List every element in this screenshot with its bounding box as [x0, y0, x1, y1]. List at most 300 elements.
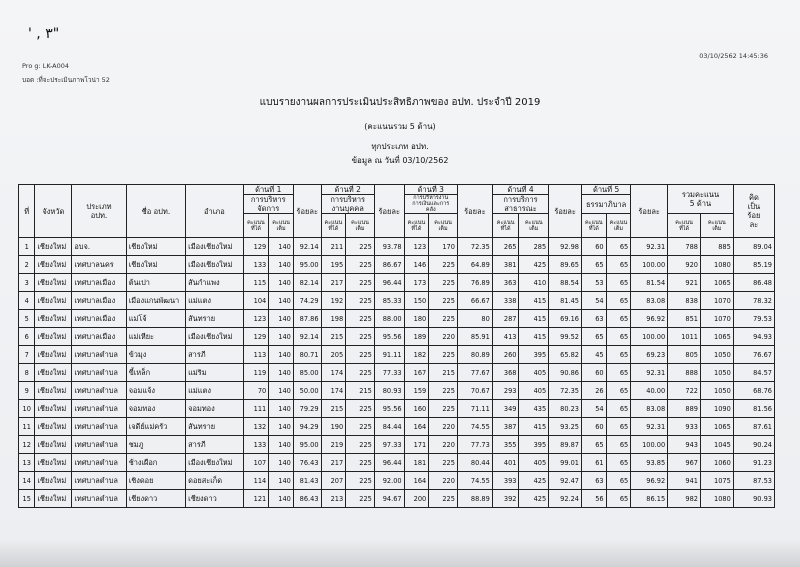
cell-a4: 413: [492, 328, 519, 346]
cell-name: ชมภู: [126, 436, 185, 454]
cell-province: เชียงใหม่: [35, 292, 72, 310]
a1-full-header: คะแนน เต็ม: [269, 214, 294, 238]
cell-a1: 133: [243, 256, 269, 274]
cell-p4: 80.23: [549, 400, 582, 418]
cell-f5: 65: [606, 310, 631, 328]
cell-f1: 140: [269, 238, 294, 256]
cell-f5: 65: [606, 436, 631, 454]
cell-p3: 76.89: [457, 274, 492, 292]
cell-a5: 26: [582, 382, 607, 400]
cell-name: ขี้เหล็ก: [126, 364, 185, 382]
cell-f1: 140: [269, 256, 294, 274]
cell-a4: 265: [492, 238, 519, 256]
cell-no: 15: [19, 490, 35, 508]
cell-no: 14: [19, 472, 35, 490]
cell-a1: 113: [243, 346, 269, 364]
cell-f5: 65: [606, 346, 631, 364]
cell-f2: 225: [346, 238, 375, 256]
cell-pct: 90.24: [733, 436, 774, 454]
cell-name: เชียงใหม่: [126, 256, 185, 274]
col-org-name: ชื่อ อปท.: [126, 185, 185, 238]
cell-a1: 70: [243, 382, 269, 400]
cell-a1: 129: [243, 238, 269, 256]
cell-province: เชียงใหม่: [35, 400, 72, 418]
cell-f5: 65: [606, 400, 631, 418]
col-district: อำเภอ: [186, 185, 243, 238]
cell-a4: 387: [492, 418, 519, 436]
a5-full-header: คะแนน เต็ม: [606, 214, 631, 238]
cell-p2: 86.67: [374, 256, 404, 274]
cell-f1: 140: [269, 436, 294, 454]
cell-a4: 363: [492, 274, 519, 292]
cell-a3: 123: [404, 238, 429, 256]
cell-a1: 107: [243, 454, 269, 472]
cell-a1: 104: [243, 292, 269, 310]
cell-f2: 225: [346, 364, 375, 382]
cell-f3: 225: [429, 310, 458, 328]
cell-p5: 81.54: [631, 274, 668, 292]
cell-pct: 89.04: [733, 238, 774, 256]
program-code: Pro g: LK-A004: [22, 62, 70, 70]
cell-type: เทศบาลนคร: [72, 256, 126, 274]
cell-f4: 405: [519, 382, 549, 400]
aspect2-name: การบริหาร งานบุคคล: [321, 195, 374, 214]
cell-f5: 65: [606, 454, 631, 472]
cell-f5: 65: [606, 418, 631, 436]
cell-f2: 225: [346, 256, 375, 274]
cell-f1: 140: [269, 400, 294, 418]
cell-no: 2: [19, 256, 35, 274]
cell-p1: 95.00: [293, 436, 321, 454]
cell-p3: 74.55: [457, 418, 492, 436]
cell-f4: 435: [519, 400, 549, 418]
cell-tot: 933: [668, 418, 701, 436]
cell-p2: 77.33: [374, 364, 404, 382]
table-row: [19, 400, 775, 418]
cell-pct: 94.93: [733, 328, 774, 346]
cell-p2: 94.67: [374, 490, 404, 508]
cell-f2: 225: [346, 400, 375, 418]
cell-district: แม่ริม: [186, 364, 243, 382]
cell-a3: 180: [404, 310, 429, 328]
cell-type: เทศบาลตำบล: [72, 400, 126, 418]
cell-province: เชียงใหม่: [35, 310, 72, 328]
cell-p5: 96.92: [631, 472, 668, 490]
cell-province: เชียงใหม่: [35, 346, 72, 364]
cell-p2: 96.44: [374, 274, 404, 292]
aspect3-name: การบริหารงาน การเงินและการ คลัง: [404, 195, 457, 214]
cell-no: 7: [19, 346, 35, 364]
cell-pct: 84.57: [733, 364, 774, 382]
score-table-body: [19, 238, 775, 508]
cell-p5: 100.00: [631, 436, 668, 454]
cell-p3: 80.44: [457, 454, 492, 472]
cell-a2: 192: [321, 292, 346, 310]
cell-no: 11: [19, 418, 35, 436]
cell-f3: 225: [429, 382, 458, 400]
cell-name: จอมแจ้ง: [126, 382, 185, 400]
cell-f2: 225: [346, 472, 375, 490]
cell-a4: 381: [492, 256, 519, 274]
cell-province: เชียงใหม่: [35, 490, 72, 508]
score-table: [18, 184, 775, 508]
cell-p2: 85.33: [374, 292, 404, 310]
cell-f4: 405: [519, 454, 549, 472]
cell-p5: 40.00: [631, 382, 668, 400]
cell-f1: 140: [269, 346, 294, 364]
cell-p3: 70.67: [457, 382, 492, 400]
cell-full: 1060: [700, 454, 733, 472]
cell-no: 1: [19, 238, 35, 256]
cell-a3: 160: [404, 400, 429, 418]
aspect3-percent-header: ร้อยละ: [457, 185, 492, 238]
cell-tot: 889: [668, 400, 701, 418]
cell-p1: 80.71: [293, 346, 321, 364]
cell-type: เทศบาลตำบล: [72, 436, 126, 454]
cell-a4: 401: [492, 454, 519, 472]
cell-a1: 129: [243, 328, 269, 346]
cell-a2: 174: [321, 382, 346, 400]
cell-type: เทศบาลตำบล: [72, 454, 126, 472]
cell-district: สันทราย: [186, 310, 243, 328]
cell-a1: 133: [243, 436, 269, 454]
cell-f3: 225: [429, 346, 458, 364]
cell-province: เชียงใหม่: [35, 238, 72, 256]
cell-f5: 65: [606, 292, 631, 310]
cell-f5: 65: [606, 490, 631, 508]
cell-p5: 100.00: [631, 328, 668, 346]
corner-mark: ' , ٣": [28, 26, 60, 42]
cell-f1: 140: [269, 292, 294, 310]
col-province: จังหวัด: [35, 185, 72, 238]
cell-p2: 95.56: [374, 328, 404, 346]
cell-pct: 85.19: [733, 256, 774, 274]
cell-type: เทศบาลตำบล: [72, 346, 126, 364]
cell-f5: 65: [606, 364, 631, 382]
cell-p4: 92.47: [549, 472, 582, 490]
cell-f2: 225: [346, 418, 375, 436]
cell-p1: 94.29: [293, 418, 321, 436]
cell-pct: 78.32: [733, 292, 774, 310]
a3-got-header: คะแนน ที่ได้: [404, 214, 429, 238]
cell-f4: 395: [519, 346, 549, 364]
aspect5-header: ด้านที่ 5: [582, 185, 631, 195]
cell-full: 1070: [700, 310, 733, 328]
cell-pct: 68.76: [733, 382, 774, 400]
cell-f1: 140: [269, 310, 294, 328]
cell-full: 1065: [700, 418, 733, 436]
cell-a1: 121: [243, 490, 269, 508]
cell-f4: 395: [519, 436, 549, 454]
aspect1-name: การบริหาร จัดการ: [243, 195, 293, 214]
cell-a2: 174: [321, 364, 346, 382]
cell-full: 1050: [700, 346, 733, 364]
cell-type: เทศบาลเมือง: [72, 310, 126, 328]
aspect4-header: ด้านที่ 4: [492, 185, 548, 195]
cell-f3: 220: [429, 436, 458, 454]
cell-tot: 851: [668, 310, 701, 328]
cell-p3: 88.89: [457, 490, 492, 508]
cell-tot: 982: [668, 490, 701, 508]
cell-type: อบจ.: [72, 238, 126, 256]
cell-a5: 65: [582, 328, 607, 346]
cell-a2: 190: [321, 418, 346, 436]
cell-full: 1075: [700, 472, 733, 490]
cell-f2: 225: [346, 274, 375, 292]
cell-p5: 69.23: [631, 346, 668, 364]
a5-got-header: คะแนน ที่ได้: [582, 214, 607, 238]
cell-p1: 50.00: [293, 382, 321, 400]
cell-a3: 159: [404, 382, 429, 400]
cell-p4: 90.86: [549, 364, 582, 382]
cell-type: เทศบาลตำบล: [72, 364, 126, 382]
cell-no: 4: [19, 292, 35, 310]
cell-p3: 77.67: [457, 364, 492, 382]
cell-p1: 87.86: [293, 310, 321, 328]
cell-type: เทศบาลตำบล: [72, 490, 126, 508]
cell-a3: 173: [404, 274, 429, 292]
cell-p2: 91.11: [374, 346, 404, 364]
cell-p1: 82.14: [293, 274, 321, 292]
cell-a4: 287: [492, 310, 519, 328]
cell-p2: 93.78: [374, 238, 404, 256]
cell-a3: 164: [404, 418, 429, 436]
cell-name: แม่เหียะ: [126, 328, 185, 346]
total-full-header: คะแนน เต็ม: [700, 214, 733, 238]
cell-a5: 63: [582, 310, 607, 328]
cell-f2: 215: [346, 382, 375, 400]
total-got-header: คะแนน ที่ได้: [668, 214, 701, 238]
cell-full: 1070: [700, 292, 733, 310]
cell-f4: 425: [519, 490, 549, 508]
cell-f3: 220: [429, 418, 458, 436]
cell-tot: 805: [668, 346, 701, 364]
cell-province: เชียงใหม่: [35, 256, 72, 274]
cell-p5: 92.31: [631, 364, 668, 382]
cell-province: เชียงใหม่: [35, 472, 72, 490]
cell-a4: 368: [492, 364, 519, 382]
cell-a5: 54: [582, 292, 607, 310]
cell-full: 1050: [700, 364, 733, 382]
cell-a1: 114: [243, 472, 269, 490]
cell-province: เชียงใหม่: [35, 454, 72, 472]
cell-f2: 225: [346, 310, 375, 328]
org-type-line: ทุกประเภท อปท.: [371, 142, 429, 151]
cell-f4: 425: [519, 472, 549, 490]
cell-district: เมืองเชียงใหม่: [186, 256, 243, 274]
cell-a4: 393: [492, 472, 519, 490]
cell-p3: 80: [457, 310, 492, 328]
cell-a1: 119: [243, 364, 269, 382]
cell-no: 6: [19, 328, 35, 346]
table-row: [19, 274, 775, 292]
cell-p4: 89.65: [549, 256, 582, 274]
cell-f1: 140: [269, 328, 294, 346]
cell-p2: 92.00: [374, 472, 404, 490]
cell-f4: 410: [519, 274, 549, 292]
cell-no: 13: [19, 454, 35, 472]
a1-got-header: คะแนน ที่ได้: [243, 214, 269, 238]
cell-p1: 74.29: [293, 292, 321, 310]
table-row: [19, 472, 775, 490]
cell-p1: 86.43: [293, 490, 321, 508]
cell-p5: 92.31: [631, 238, 668, 256]
cell-district: สารภี: [186, 436, 243, 454]
table-row: [19, 328, 775, 346]
table-row: [19, 454, 775, 472]
cell-a2: 217: [321, 274, 346, 292]
table-row: [19, 436, 775, 454]
cell-a2: 215: [321, 328, 346, 346]
cell-a2: 205: [321, 346, 346, 364]
aspect4-percent-header: ร้อยละ: [549, 185, 582, 238]
cell-p4: 81.45: [549, 292, 582, 310]
cell-tot: 1011: [668, 328, 701, 346]
cell-f3: 220: [429, 328, 458, 346]
cell-p2: 80.93: [374, 382, 404, 400]
cell-province: เชียงใหม่: [35, 418, 72, 436]
cell-name: เชิงดอย: [126, 472, 185, 490]
cell-tot: 838: [668, 292, 701, 310]
cell-district: สันกำแพง: [186, 274, 243, 292]
cell-f2: 225: [346, 346, 375, 364]
cell-f3: 225: [429, 274, 458, 292]
cell-f3: 225: [429, 400, 458, 418]
cell-province: เชียงใหม่: [35, 328, 72, 346]
cell-a2: 211: [321, 238, 346, 256]
cell-a2: 219: [321, 436, 346, 454]
cell-name: ต้นเปา: [126, 274, 185, 292]
cell-a3: 150: [404, 292, 429, 310]
cell-a1: 111: [243, 400, 269, 418]
cell-province: เชียงใหม่: [35, 436, 72, 454]
aspect2-percent-header: ร้อยละ: [374, 185, 404, 238]
cell-p1: 85.00: [293, 364, 321, 382]
cell-f1: 140: [269, 382, 294, 400]
cell-p4: 92.98: [549, 238, 582, 256]
table-row: [19, 382, 775, 400]
cell-f2: 225: [346, 490, 375, 508]
cell-f3: 220: [429, 472, 458, 490]
cell-a5: 65: [582, 256, 607, 274]
cell-province: เชียงใหม่: [35, 364, 72, 382]
cell-f5: 65: [606, 328, 631, 346]
aspect5-percent-header: ร้อยละ: [631, 185, 668, 238]
cell-type: เทศบาลเมือง: [72, 328, 126, 346]
cell-p5: 100.00: [631, 256, 668, 274]
cell-a3: 181: [404, 454, 429, 472]
cell-f4: 285: [519, 238, 549, 256]
cell-f4: 415: [519, 292, 549, 310]
cell-a4: 260: [492, 346, 519, 364]
cell-f4: 405: [519, 364, 549, 382]
cell-p2: 88.00: [374, 310, 404, 328]
cell-p4: 65.82: [549, 346, 582, 364]
cell-f4: 415: [519, 310, 549, 328]
cell-p4: 69.16: [549, 310, 582, 328]
cell-province: เชียงใหม่: [35, 382, 72, 400]
cell-a5: 61: [582, 454, 607, 472]
cell-a2: 217: [321, 454, 346, 472]
cell-district: แม่แตง: [186, 292, 243, 310]
cell-p1: 81.43: [293, 472, 321, 490]
cell-f3: 170: [429, 238, 458, 256]
cell-full: 885: [700, 238, 733, 256]
cell-p3: 72.35: [457, 238, 492, 256]
cell-pct: 81.56: [733, 400, 774, 418]
cell-pct: 87.53: [733, 472, 774, 490]
cell-f4: 425: [519, 256, 549, 274]
cell-p5: 96.92: [631, 310, 668, 328]
report-title: แบบรายงานผลการประเมินประสิทธิภาพของ อปท. ประจำปี 2019: [259, 97, 541, 108]
data-date-line: ข้อมูล ณ วันที่ 03/10/2562: [351, 156, 449, 165]
cell-f5: 65: [606, 256, 631, 274]
cell-p3: 71.11: [457, 400, 492, 418]
cell-a2: 213: [321, 490, 346, 508]
cell-f3: 225: [429, 292, 458, 310]
cell-p2: 97.33: [374, 436, 404, 454]
cell-p4: 99.01: [549, 454, 582, 472]
cell-a2: 198: [321, 310, 346, 328]
cell-full: 1065: [700, 328, 733, 346]
cell-pct: 76.67: [733, 346, 774, 364]
table-row: [19, 256, 775, 274]
a2-got-header: คะแนน ที่ได้: [321, 214, 346, 238]
cell-f2: 225: [346, 436, 375, 454]
cell-a4: 338: [492, 292, 519, 310]
cell-no: 12: [19, 436, 35, 454]
table-row: [19, 292, 775, 310]
cell-a1: 123: [243, 310, 269, 328]
cell-pct: 79.53: [733, 310, 774, 328]
cell-p5: 86.15: [631, 490, 668, 508]
cell-p5: 83.08: [631, 292, 668, 310]
cell-a5: 60: [582, 364, 607, 382]
overall-percent-header: คิด เป็น ร้อย ละ: [733, 185, 774, 238]
cell-f3: 225: [429, 256, 458, 274]
table-row: [19, 238, 775, 256]
cell-p3: 80.89: [457, 346, 492, 364]
cell-tot: 722: [668, 382, 701, 400]
cell-full: 1080: [700, 256, 733, 274]
cell-f3: 215: [429, 364, 458, 382]
cell-p3: 64.89: [457, 256, 492, 274]
cell-f3: 225: [429, 454, 458, 472]
cell-pct: 90.93: [733, 490, 774, 508]
aspect1-percent-header: ร้อยละ: [293, 185, 321, 238]
cell-p1: 76.43: [293, 454, 321, 472]
cell-p1: 92.14: [293, 238, 321, 256]
a3-full-header: คะแนน เต็ม: [429, 214, 458, 238]
cell-district: เมืองเชียงใหม่: [186, 328, 243, 346]
cell-p4: 99.52: [549, 328, 582, 346]
table-row: [19, 490, 775, 508]
cell-a4: 293: [492, 382, 519, 400]
cell-tot: 943: [668, 436, 701, 454]
cell-a2: 207: [321, 472, 346, 490]
cell-p4: 72.35: [549, 382, 582, 400]
cell-full: 1080: [700, 490, 733, 508]
cell-district: สันทราย: [186, 418, 243, 436]
cell-p2: 95.56: [374, 400, 404, 418]
aspect5-name: ธรรมาภิบาล: [582, 195, 631, 214]
cell-f5: 65: [606, 274, 631, 292]
a4-full-header: คะแนน เต็ม: [519, 214, 549, 238]
cell-a2: 215: [321, 400, 346, 418]
cell-tot: 920: [668, 256, 701, 274]
cell-tot: 888: [668, 364, 701, 382]
photo-shadow: [0, 539, 800, 567]
